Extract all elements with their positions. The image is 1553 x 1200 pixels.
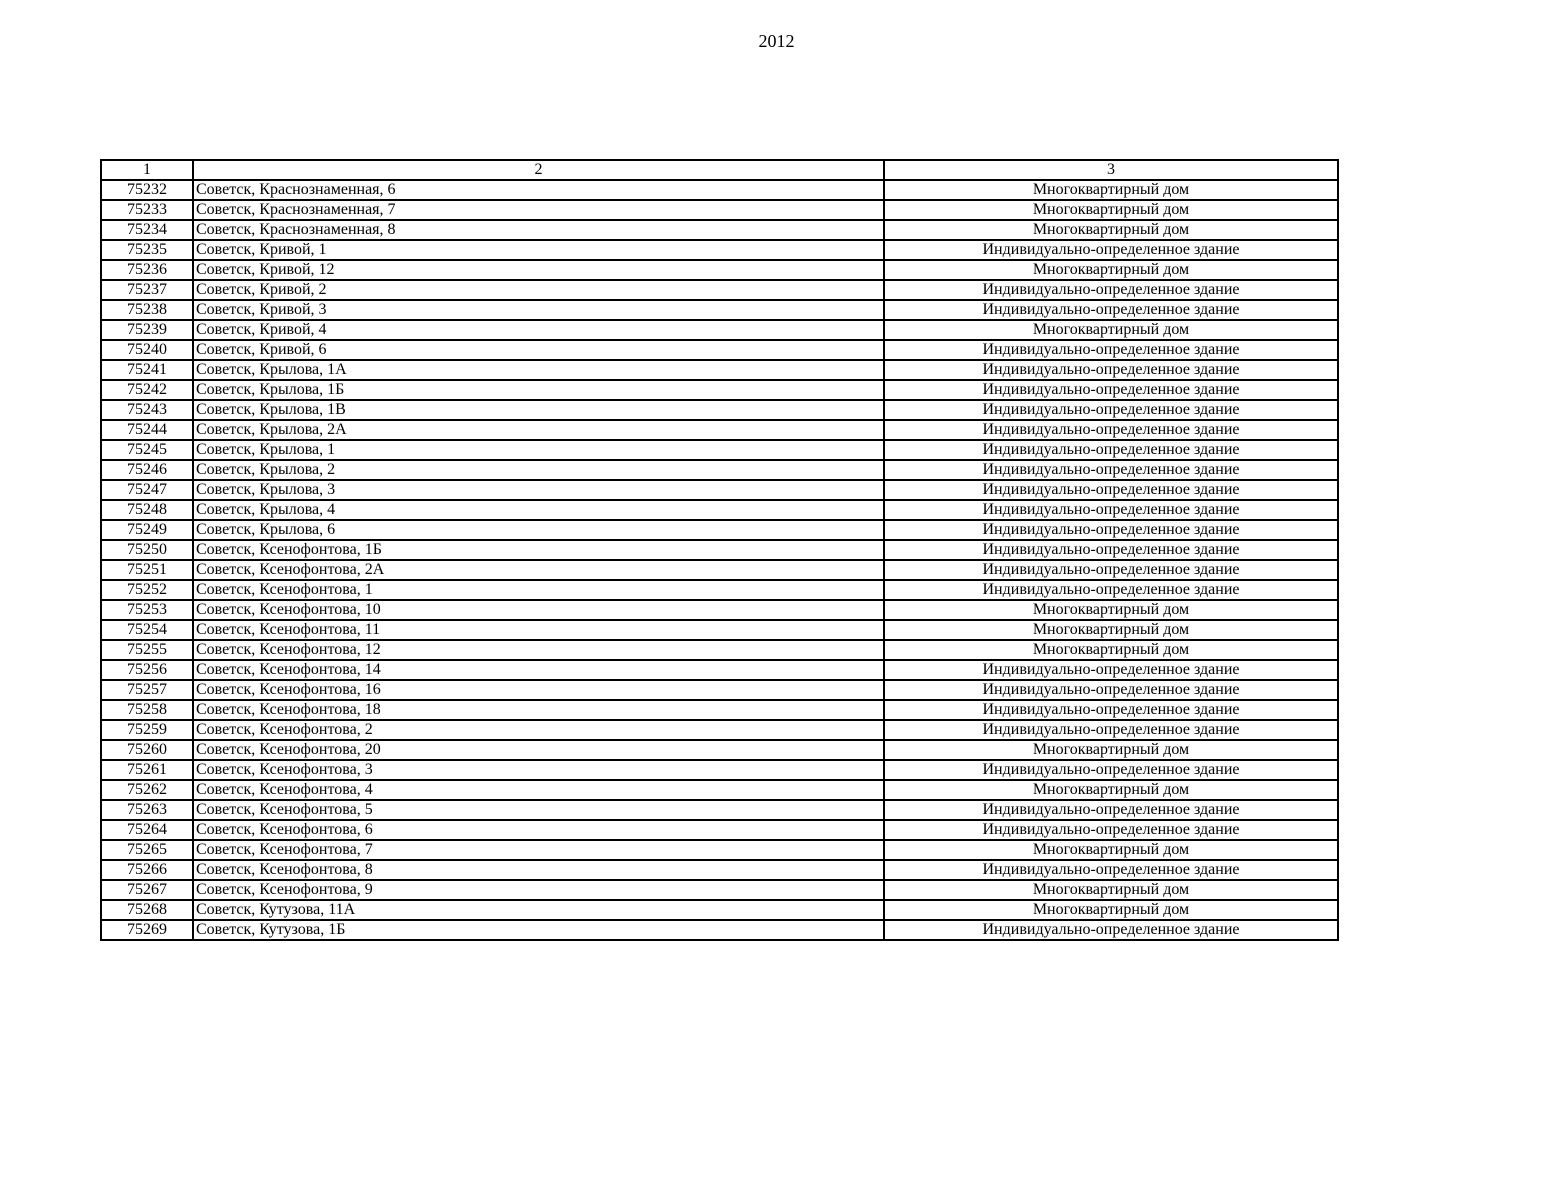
- row-id-cell: 75267: [101, 880, 193, 900]
- row-address-cell: Советск, Ксенофонтова, 10: [193, 600, 884, 620]
- row-type-cell: Индивидуально-определенное здание: [884, 820, 1338, 840]
- table-row: [101, 780, 1338, 800]
- row-address-cell: Советск, Крылова, 1Б: [193, 380, 884, 400]
- row-address-cell: Советск, Крылова, 3: [193, 480, 884, 500]
- row-address-cell: Советск, Ксенофонтова, 4: [193, 780, 884, 800]
- row-type-cell: Многоквартирный дом: [884, 600, 1338, 620]
- row-type-cell: Индивидуально-определенное здание: [884, 300, 1338, 320]
- row-type-cell: Индивидуально-определенное здание: [884, 420, 1338, 440]
- column-header-2: 2: [193, 160, 884, 180]
- row-address-cell: Советск, Крылова, 1: [193, 440, 884, 460]
- table-row: [101, 900, 1338, 920]
- row-id-cell: 75239: [101, 320, 193, 340]
- row-id-cell: 75249: [101, 520, 193, 540]
- table-row: [101, 740, 1338, 760]
- row-type-cell: Индивидуально-определенное здание: [884, 380, 1338, 400]
- table-row: [101, 360, 1338, 380]
- table-row: [101, 760, 1338, 780]
- row-type-cell: Многоквартирный дом: [884, 200, 1338, 220]
- table-row: [101, 880, 1338, 900]
- row-address-cell: Советск, Ксенофонтова, 12: [193, 640, 884, 660]
- table-row: [101, 620, 1338, 640]
- row-id-cell: 75259: [101, 720, 193, 740]
- table-row: [101, 820, 1338, 840]
- table-row: [101, 340, 1338, 360]
- table-row: [101, 920, 1338, 940]
- row-id-cell: 75258: [101, 700, 193, 720]
- row-id-cell: 75268: [101, 900, 193, 920]
- row-address-cell: Советск, Крылова, 1А: [193, 360, 884, 380]
- row-type-cell: Индивидуально-определенное здание: [884, 580, 1338, 600]
- row-type-cell: Индивидуально-определенное здание: [884, 460, 1338, 480]
- table-row: [101, 680, 1338, 700]
- row-type-cell: Индивидуально-определенное здание: [884, 280, 1338, 300]
- row-address-cell: Советск, Ксенофонтова, 9: [193, 880, 884, 900]
- row-id-cell: 75245: [101, 440, 193, 460]
- table-row: [101, 320, 1338, 340]
- row-id-cell: 75262: [101, 780, 193, 800]
- table-row: [101, 720, 1338, 740]
- row-address-cell: Советск, Кривой, 3: [193, 300, 884, 320]
- row-id-cell: 75250: [101, 540, 193, 560]
- row-type-cell: Индивидуально-определенное здание: [884, 360, 1338, 380]
- row-id-cell: 75265: [101, 840, 193, 860]
- row-type-cell: Многоквартирный дом: [884, 640, 1338, 660]
- row-id-cell: 75263: [101, 800, 193, 820]
- table-row: [101, 560, 1338, 580]
- row-type-cell: Индивидуально-определенное здание: [884, 520, 1338, 540]
- column-header-1: 1: [101, 160, 193, 180]
- row-id-cell: 75264: [101, 820, 193, 840]
- table-row: [101, 500, 1338, 520]
- row-address-cell: Советск, Ксенофонтова, 18: [193, 700, 884, 720]
- page-number: 2012: [758, 31, 795, 51]
- row-id-cell: 75233: [101, 200, 193, 220]
- row-id-cell: 75253: [101, 600, 193, 620]
- table-row: [101, 440, 1338, 460]
- row-type-cell: Индивидуально-определенное здание: [884, 660, 1338, 680]
- row-type-cell: Индивидуально-определенное здание: [884, 480, 1338, 500]
- table-row: [101, 700, 1338, 720]
- row-type-cell: Индивидуально-определенное здание: [884, 540, 1338, 560]
- row-address-cell: Советск, Ксенофонтова, 8: [193, 860, 884, 880]
- table-row: [101, 660, 1338, 680]
- row-type-cell: Индивидуально-определенное здание: [884, 700, 1338, 720]
- row-id-cell: 75234: [101, 220, 193, 240]
- row-type-cell: Многоквартирный дом: [884, 780, 1338, 800]
- table-row: [101, 640, 1338, 660]
- row-address-cell: Советск, Ксенофонтова, 11: [193, 620, 884, 640]
- row-id-cell: 75269: [101, 920, 193, 940]
- row-id-cell: 75237: [101, 280, 193, 300]
- row-address-cell: Советск, Крылова, 6: [193, 520, 884, 540]
- table-row: [101, 380, 1338, 400]
- table-row: [101, 600, 1338, 620]
- row-address-cell: Советск, Кутузова, 11А: [193, 900, 884, 920]
- row-address-cell: Советск, Ксенофонтова, 1Б: [193, 540, 884, 560]
- row-id-cell: 75247: [101, 480, 193, 500]
- row-address-cell: Советск, Кривой, 6: [193, 340, 884, 360]
- table-row: [101, 800, 1338, 820]
- row-id-cell: 75261: [101, 760, 193, 780]
- row-address-cell: Советск, Ксенофонтова, 3: [193, 760, 884, 780]
- row-address-cell: Советск, Ксенофонтова, 6: [193, 820, 884, 840]
- row-address-cell: Советск, Ксенофонтова, 14: [193, 660, 884, 680]
- row-address-cell: Советск, Кривой, 12: [193, 260, 884, 280]
- row-address-cell: Советск, Ксенофонтова, 20: [193, 740, 884, 760]
- row-type-cell: Индивидуально-определенное здание: [884, 240, 1338, 260]
- row-id-cell: 75260: [101, 740, 193, 760]
- row-id-cell: 75246: [101, 460, 193, 480]
- row-address-cell: Советск, Ксенофонтова, 2А: [193, 560, 884, 580]
- row-id-cell: 75240: [101, 340, 193, 360]
- row-id-cell: 75266: [101, 860, 193, 880]
- row-type-cell: Многоквартирный дом: [884, 260, 1338, 280]
- row-type-cell: Многоквартирный дом: [884, 840, 1338, 860]
- row-address-cell: Советск, Кривой, 1: [193, 240, 884, 260]
- row-address-cell: Советск, Ксенофонтова, 2: [193, 720, 884, 740]
- table-row: [101, 260, 1338, 280]
- table-row: [101, 860, 1338, 880]
- row-id-cell: 75252: [101, 580, 193, 600]
- row-type-cell: Многоквартирный дом: [884, 620, 1338, 640]
- row-address-cell: Советск, Кривой, 4: [193, 320, 884, 340]
- row-address-cell: Советск, Крылова, 4: [193, 500, 884, 520]
- table-row: [101, 180, 1338, 200]
- row-id-cell: 75254: [101, 620, 193, 640]
- row-address-cell: Советск, Краснознаменная, 6: [193, 180, 884, 200]
- row-type-cell: Индивидуально-определенное здание: [884, 340, 1338, 360]
- table-row: [101, 240, 1338, 260]
- row-type-cell: Индивидуально-определенное здание: [884, 720, 1338, 740]
- row-type-cell: Многоквартирный дом: [884, 880, 1338, 900]
- table-row: [101, 840, 1338, 860]
- row-id-cell: 75251: [101, 560, 193, 580]
- row-type-cell: Индивидуально-определенное здание: [884, 400, 1338, 420]
- row-type-cell: Индивидуально-определенное здание: [884, 860, 1338, 880]
- table-row: [101, 520, 1338, 540]
- row-address-cell: Советск, Крылова, 2А: [193, 420, 884, 440]
- table-row: [101, 540, 1338, 560]
- row-type-cell: Индивидуально-определенное здание: [884, 760, 1338, 780]
- table-body: [101, 180, 1338, 940]
- row-address-cell: Советск, Ксенофонтова, 5: [193, 800, 884, 820]
- row-address-cell: Советск, Крылова, 1В: [193, 400, 884, 420]
- row-id-cell: 75241: [101, 360, 193, 380]
- row-type-cell: Многоквартирный дом: [884, 320, 1338, 340]
- row-id-cell: 75244: [101, 420, 193, 440]
- row-address-cell: Советск, Краснознаменная, 7: [193, 200, 884, 220]
- row-type-cell: Индивидуально-определенное здание: [884, 920, 1338, 940]
- row-type-cell: Индивидуально-определенное здание: [884, 440, 1338, 460]
- row-id-cell: 75257: [101, 680, 193, 700]
- table-row: [101, 460, 1338, 480]
- column-header-3: 3: [884, 160, 1338, 180]
- row-id-cell: 75236: [101, 260, 193, 280]
- table-row: [101, 480, 1338, 500]
- table-header-row: [101, 160, 1338, 180]
- table-row: [101, 220, 1338, 240]
- row-address-cell: Советск, Крылова, 2: [193, 460, 884, 480]
- row-type-cell: Многоквартирный дом: [884, 900, 1338, 920]
- row-type-cell: Многоквартирный дом: [884, 220, 1338, 240]
- row-type-cell: Индивидуально-определенное здание: [884, 800, 1338, 820]
- row-id-cell: 75235: [101, 240, 193, 260]
- row-id-cell: 75256: [101, 660, 193, 680]
- row-id-cell: 75232: [101, 180, 193, 200]
- table-row: [101, 300, 1338, 320]
- row-type-cell: Индивидуально-определенное здание: [884, 500, 1338, 520]
- table-row: [101, 200, 1338, 220]
- registry-table: [100, 159, 1339, 941]
- row-id-cell: 75243: [101, 400, 193, 420]
- table-row: [101, 280, 1338, 300]
- row-address-cell: Советск, Ксенофонтова, 7: [193, 840, 884, 860]
- row-type-cell: Многоквартирный дом: [884, 740, 1338, 760]
- row-type-cell: Многоквартирный дом: [884, 180, 1338, 200]
- row-address-cell: Советск, Кутузова, 1Б: [193, 920, 884, 940]
- row-id-cell: 75255: [101, 640, 193, 660]
- row-id-cell: 75242: [101, 380, 193, 400]
- row-address-cell: Советск, Ксенофонтова, 1: [193, 580, 884, 600]
- table-row: [101, 580, 1338, 600]
- row-address-cell: Советск, Кривой, 2: [193, 280, 884, 300]
- row-type-cell: Индивидуально-определенное здание: [884, 680, 1338, 700]
- table-row: [101, 400, 1338, 420]
- row-id-cell: 75238: [101, 300, 193, 320]
- row-id-cell: 75248: [101, 500, 193, 520]
- table-row: [101, 420, 1338, 440]
- row-address-cell: Советск, Краснознаменная, 8: [193, 220, 884, 240]
- row-type-cell: Индивидуально-определенное здание: [884, 560, 1338, 580]
- row-address-cell: Советск, Ксенофонтова, 16: [193, 680, 884, 700]
